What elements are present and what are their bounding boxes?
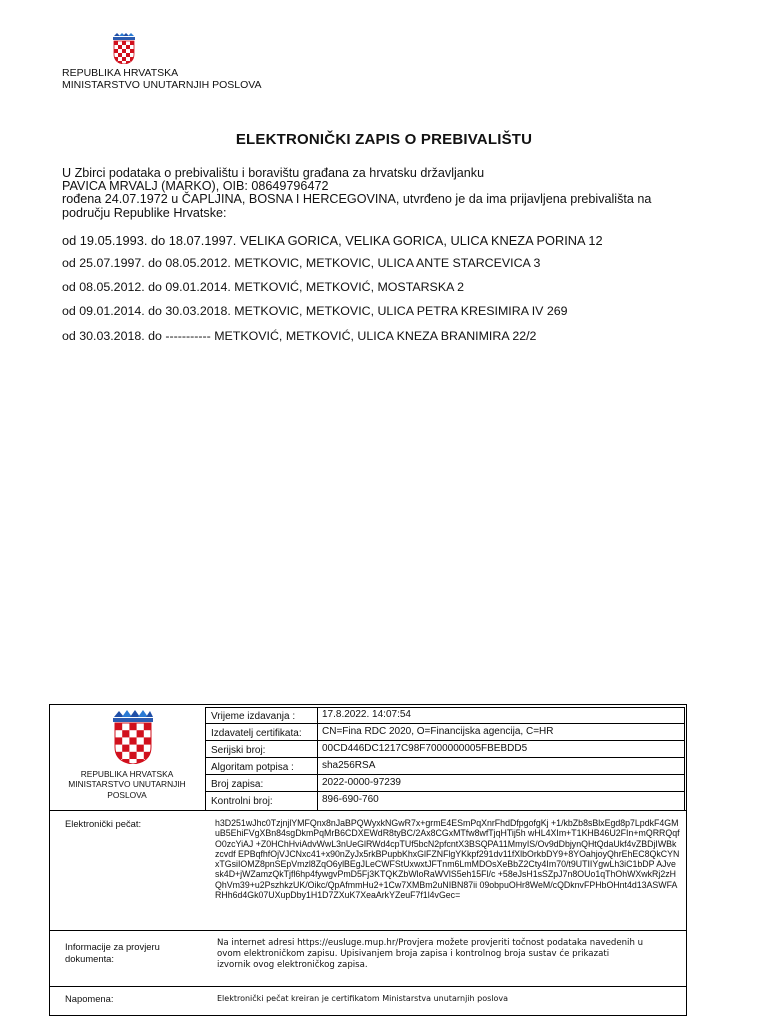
record-number-value: 2022-0000-97239 [322, 777, 401, 788]
box-republic-name: REPUBLIKA HRVATSKA [80, 769, 174, 779]
person-name-line: PAVICA MRVALJ (MARKO), OIB: 08649796472 [62, 179, 329, 193]
divider [684, 707, 685, 810]
page-title: ELEKTRONIČKI ZAPIS O PREBIVALIŠTU [235, 131, 533, 148]
seal-label: Elektronički pečat: [65, 818, 142, 829]
croatian-coat-of-arms-icon [112, 710, 154, 764]
verification-info [217, 938, 682, 971]
serial-value: 00CD446DC1217C98F7000000005FBEBDD5 [322, 743, 528, 754]
period-to: do ----------- [148, 329, 211, 343]
box-issuer-block [51, 769, 203, 800]
residence-item [62, 329, 536, 343]
period-address: METKOVIĆ, METKOVIĆ, MOSTARSKA 2 [234, 280, 465, 294]
divider [205, 707, 684, 708]
divider [205, 723, 684, 724]
control-number-value: 896-690-760 [322, 794, 379, 805]
period-to: do 30.03.2018. [148, 304, 231, 318]
divider [205, 774, 684, 775]
issuer-label: Izdavatelj certifikata: [211, 728, 302, 739]
period-from: od 30.03.2018. [62, 329, 145, 343]
period-to: do 09.01.2014. [148, 280, 231, 294]
note-label: Napomena: [65, 993, 114, 1004]
info-label-line-1: Informacije za provjeru [65, 941, 160, 952]
period-address: VELIKA GORICA, VELIKA GORICA, ULICA KNEZA PORINA 12 [239, 233, 603, 248]
period-address: METKOVIĆ, METKOVIĆ, ULICA KNEZA BRANIMIRA 22/2 [214, 329, 537, 343]
info-line-2: ovom elektroničkom zapisu. Upisivanjem broja zapisa i kontrolnog broja sustav će prikazati [217, 949, 610, 959]
intro-line-3: rođena 24.07.1972 u ČAPLJINA, BOSNA I HERCEGOVINA, utvrđeno je da ima prijavljena prebivališta na [62, 192, 652, 206]
algorithm-label: Algoritam potpisa : [211, 762, 294, 773]
divider [49, 930, 687, 931]
period-from: od 25.07.1997. [62, 256, 145, 270]
issuer-value: CN=Fina RDC 2020, O=Financijska agencija, C=HR [322, 726, 554, 737]
serial-label: Serijski broj: [211, 745, 266, 756]
divider [205, 740, 684, 741]
info-line-3: izvornik ovog elektroničkog zapisa. [217, 960, 368, 970]
record-number-label: Broj zapisa: [211, 779, 264, 790]
residence-item [62, 233, 603, 248]
divider [49, 986, 687, 987]
divider [205, 757, 684, 758]
residence-item [62, 304, 568, 318]
info-line-1: Na internet adresi https://eusluge.mup.hr/Provjera možete provjeriti točnost podataka navedenih u [217, 938, 644, 948]
info-label-line-2: dokumenta: [65, 953, 114, 964]
issue-time-label: Vrijeme izdavanja : [211, 711, 296, 722]
box-ministry-name-cont: POSLOVA [107, 789, 147, 800]
note-value: Elektronički pečat kreiran je certifikatom Ministarstva unutarnjih poslova [217, 994, 509, 1003]
residence-item [62, 280, 464, 294]
ministry-name: MINISTARSTVO UNUTARNJIH POSLOVA [62, 79, 262, 91]
residence-item [62, 256, 540, 270]
intro-line-4: području Republike Hrvatske: [62, 206, 227, 220]
period-from: od 19.05.1993. [62, 233, 148, 248]
electronic-seal-value: h3D251wJhc0TzjnjlYMFQnx8nJaBPQWyxkNGwR7x+grmE4ESmPqXnrFhdDfpgofgKj +1/kbZb8sBlxEgd8p7LpdkF4GMuB5EhiFVgXBn84sgDkmPqMrB6CDXEWdR8tyBC/2Ax8CGxMTfw8wfTjqHTij5h wHL4XIm+T1KHB46U2FIn+mQRRQqfO0zcYiAJ +Z0HChHviAdvWwL3nUeGlRWd4cpTUf5bcN2pfcntX3BSQPA11MmyIS/Ov9dDbjynQHtQdaUkf4vZBDjIWBkzcvdf EPBqfhfOjVJCNxc41+x90nZyJx5rkBPupbKhxGlFZNFlgYKkpf291dv11fXlbOrkbDY9+8YOahjoyQhrEhEC8QkCYN xTGsiIOMZ8pnSEpVmzl8ZqO6ylBEgJLeCWFStUxwxtJFTnm6LmMDOsXeBbZ2Cty4Im70/t9UTIIYgwLh3iC1bDP AJvesk4D+jWZamzQkTjfl6hp4fywgvPmD5Fj3KTQKZbWloRaWVlS5eh15Fl/c +58eJsH1sSZpJ7n8OUo1qThOhWXwkRj2zHQhVm39+u2PszhkzUK/Oikc/QpAfmmHu2+1Cw7XMBm2uNIBN87ii 09obpuOHr8WeM/cQDknvFPHbOHnt4d13ASWFARHh6d4Gk07UXupDby1H1D7ZXuK7XeaArkYZeuF7f1l4vGec= [215, 818, 680, 901]
intro-line-1: U Zbirci podataka o prebivalištu i boravištu građana za hrvatsku državljanku [62, 166, 485, 180]
issue-time-value: 17.8.2022. 14:07:54 [322, 709, 411, 720]
period-from: od 09.01.2014. [62, 304, 145, 318]
republic-name: REPUBLIKA HRVATSKA [62, 67, 179, 79]
croatian-coat-of-arms-icon [112, 33, 136, 64]
divider [205, 791, 684, 792]
box-ministry-name: MINISTARSTVO UNUTARNJIH [68, 779, 186, 790]
period-from: od 08.05.2012. [62, 280, 145, 294]
period-to: do 08.05.2012. [148, 256, 231, 270]
period-address: METKOVIC, METKOVIC, ULICA ANTE STARCEVICA 3 [234, 256, 541, 270]
control-number-label: Kontrolni broj: [211, 796, 273, 807]
algorithm-value: sha256RSA [322, 760, 376, 771]
period-address: METKOVIC, METKOVIC, ULICA PETRA KRESIMIRA IV 269 [234, 304, 568, 318]
period-to: do 18.07.1997. [150, 233, 237, 248]
divider [49, 810, 687, 811]
